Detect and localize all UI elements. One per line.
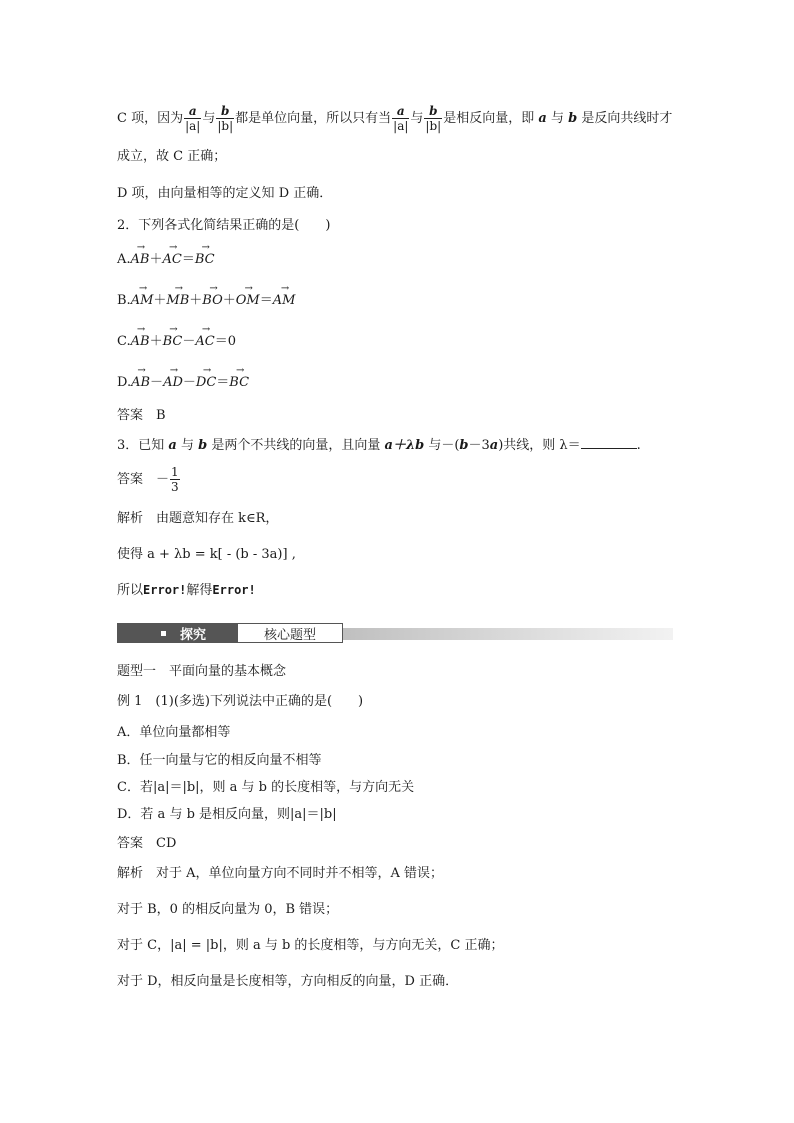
question-3 <box>117 436 641 454</box>
vector-ac: → AC <box>195 334 214 350</box>
text: 答案 － <box>117 472 170 487</box>
op: － <box>182 375 196 390</box>
text-line: 成立，故 C 正确； <box>117 149 227 164</box>
fraction-one-third <box>170 465 180 494</box>
text: 解得 <box>186 583 213 598</box>
text: 与 <box>202 111 216 126</box>
example-answer: 答案 CD <box>117 836 177 851</box>
banner-box-label: 核心题型 <box>237 623 343 643</box>
var-a: a <box>168 438 177 453</box>
text: C 项，因为 <box>117 111 184 126</box>
denominator: |a| <box>185 119 201 133</box>
vector-bo: → BO <box>202 293 222 309</box>
option-a <box>117 252 215 268</box>
text: 是反向共线时才 <box>581 111 673 126</box>
example-option-b: B．任一向量与它的相反向量不相等 <box>117 753 322 768</box>
op: ＋ <box>189 293 203 308</box>
expr-a-plus-lambda-b: a＋λb <box>384 438 425 453</box>
square-bullet-icon <box>161 631 166 636</box>
var-a: a <box>538 111 547 126</box>
vector-bc: → BC <box>229 375 249 391</box>
fraction-b-over-abs-b <box>424 104 442 133</box>
example-solution-1: 解析 对于 A，单位向量方向不同时并不相等，A 错误； <box>117 866 444 881</box>
answer-2: 答案 B <box>117 408 166 423</box>
op: ＝ <box>214 334 228 349</box>
var-a: a <box>489 438 499 453</box>
vector-om: → OM <box>236 293 260 309</box>
example-option-d: D．若 a 与 b 是相反向量，则|a|＝|b| <box>117 807 337 822</box>
text: )共线，则 λ＝ <box>498 438 581 453</box>
text-line-c-item <box>117 104 672 133</box>
text: 是两个不共线的向量，且向量 <box>211 438 381 453</box>
section-banner <box>117 623 673 643</box>
solution-3-line-2: 使得 a + λb = k[ - (b - 3a)] , <box>117 547 296 562</box>
op: ＋ <box>222 293 236 308</box>
text: 与 <box>181 438 195 453</box>
text: 3．已知 <box>117 438 165 453</box>
example-solution-3: 对于 C，|a| = |b|，则 a 与 b 的长度相等，与方向无关，C 正确； <box>117 938 504 953</box>
op: ＋ <box>149 252 163 267</box>
text: 都是单位向量，所以只有当 <box>235 111 392 126</box>
vector-ac: → AC <box>163 252 182 268</box>
option-label: B. <box>117 293 131 308</box>
text: 与 <box>550 111 564 126</box>
text: . <box>636 438 641 453</box>
text: 是相反向量，即 <box>443 111 535 126</box>
text: 与 <box>410 111 424 126</box>
option-c <box>117 334 236 350</box>
text: 所以 <box>117 583 144 598</box>
numerator: a <box>184 104 201 119</box>
solution-3-line-1: 解析 由题意知存在 k∈R， <box>117 511 279 526</box>
op: ＝ <box>216 375 230 390</box>
vector-mb: → MB <box>166 293 189 309</box>
op: ＝ <box>259 293 273 308</box>
denominator: |b| <box>217 119 234 133</box>
example-option-c: C．若|a|＝|b|，则 a 与 b 的长度相等，与方向无关 <box>117 780 415 795</box>
option-label: A. <box>117 252 131 267</box>
banner-dark-text: 探究 <box>180 627 207 643</box>
op: － <box>150 375 164 390</box>
var-b: b <box>568 111 578 126</box>
option-b <box>117 293 295 309</box>
answer-blank <box>581 436 637 449</box>
option-label: C. <box>117 334 131 349</box>
denominator: 3 <box>171 480 179 494</box>
example-option-a: A．单位向量都相等 <box>117 725 231 740</box>
solution-3-line-3 <box>117 582 256 599</box>
vector-am: → AM <box>131 293 154 309</box>
example-solution-2: 对于 B，0 的相反向量为 0，B 错误； <box>117 902 339 917</box>
section-title: 题型一 平面向量的基本概念 <box>117 664 287 679</box>
op: ＝ <box>181 252 195 267</box>
var-b: b <box>459 438 469 453</box>
vector-bc: → BC <box>163 334 183 350</box>
numerator: 1 <box>171 465 179 479</box>
answer-3 <box>117 465 181 494</box>
example-solution-4: 对于 D，相反向量是长度相等，方向相反的向量，D 正确． <box>117 974 459 989</box>
numerator: b <box>216 104 234 119</box>
banner-dark-label <box>117 623 237 643</box>
text: －3 <box>468 438 490 453</box>
numerator: b <box>424 104 442 119</box>
denominator: |b| <box>425 119 442 133</box>
error-text: Error! <box>212 583 256 597</box>
zero: 0 <box>227 334 236 349</box>
error-text: Error! <box>143 583 187 597</box>
vector-am: → AM <box>273 293 296 309</box>
option-d <box>117 375 249 391</box>
example-1: 例 1 (1)(多选)下列说法中正确的是( ) <box>117 694 364 709</box>
text-line: D 项，由向量相等的定义知 D 正确． <box>117 186 333 201</box>
op: ＋ <box>149 334 163 349</box>
denominator: |a| <box>393 119 409 133</box>
fraction-b-over-abs-b <box>216 104 234 133</box>
vector-ab: → AB <box>131 252 150 268</box>
numerator: a <box>392 104 409 119</box>
vector-bc: → BC <box>195 252 215 268</box>
fraction-a-over-abs-a <box>184 104 201 133</box>
vector-ad: → AD <box>163 375 183 391</box>
op: － <box>182 334 196 349</box>
vector-dc: → DC <box>196 375 216 391</box>
fraction-a-over-abs-a <box>392 104 409 133</box>
vector-ab: → AB <box>131 375 150 391</box>
var-b: b <box>198 438 208 453</box>
vector-ab: → AB <box>131 334 150 350</box>
option-label: D. <box>117 375 132 390</box>
text: 与－( <box>428 438 460 453</box>
question-2: 2．下列各式化简结果正确的是( ) <box>117 218 331 233</box>
op: ＋ <box>153 293 167 308</box>
